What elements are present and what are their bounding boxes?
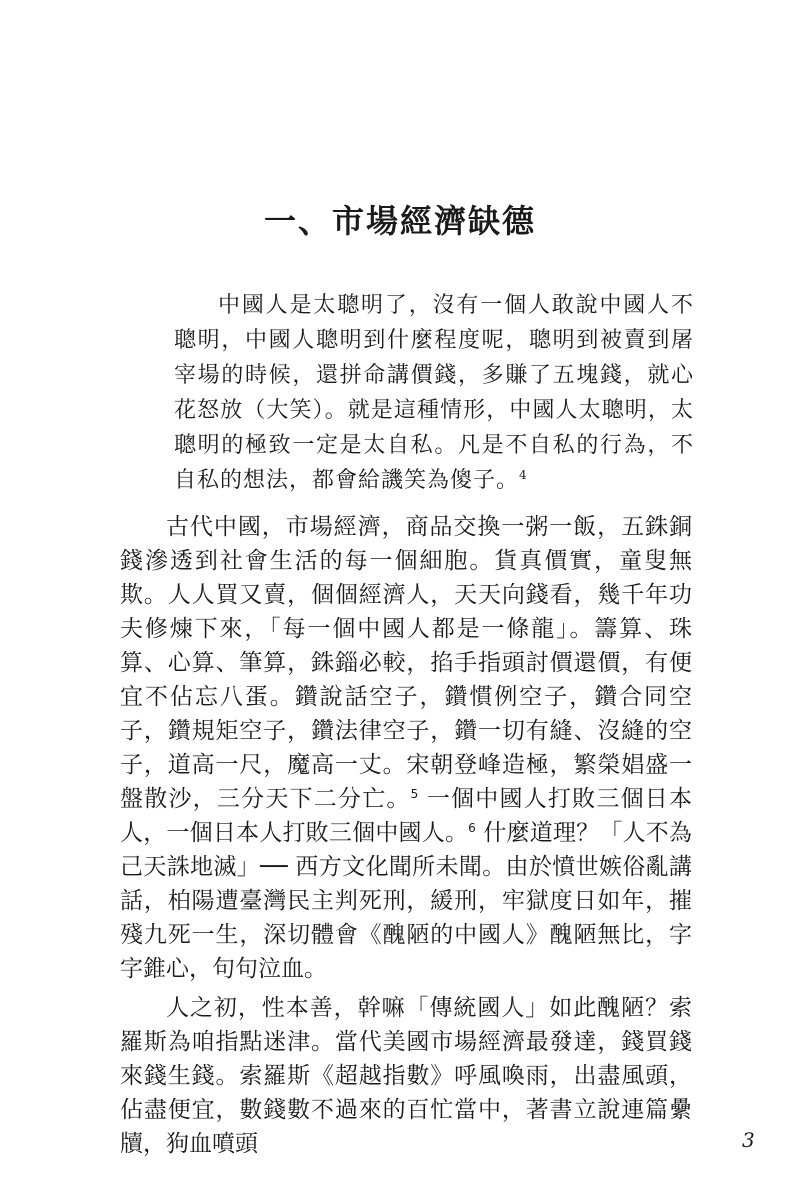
paragraph-1-part-a: 古代中國，市場經濟，商品交換一粥一飯，五銖銅錢滲透到社會生活的每一個細胞。貨真價實，童叟無欺。人人買又賣，個個經濟人，天天向錢看，幾千年功夫修煉下來，「每一個中國人都是一條龍」。籌算、珠算、心算、筆算，銖錙必較，掐手指頭討價還價，有便宜不佔忘八蛋。鑽說話空子，鑽慣例空子，鑽合同空子，鑽規矩空子，鑽法律空子，鑽一切有縫、沒縫的空子，道高一尺，魔高一丈。宋朝登峰造極，繁榮娼盛一盤散沙，三分天下二分亡。 bbox=[120, 514, 692, 812]
footnote-ref-6: 6 bbox=[468, 821, 476, 835]
paragraph-1 bbox=[120, 510, 692, 986]
paragraph-1-part-c: 什麼道理？「人不為己天誅地滅」── 西方文化聞所未聞。由於憤世嫉俗亂講話，柏陽遭臺灣民主判死刑，緩刑，牢獄度日如年，摧殘九死一生，深切體會《醜陋的中國人》醜陋無比，字字錐心，句句泣血。 bbox=[120, 820, 693, 982]
footnote-ref-4: 4 bbox=[519, 468, 528, 482]
block-quote bbox=[174, 288, 694, 498]
body-text bbox=[120, 510, 692, 1166]
footnote-ref-5: 5 bbox=[410, 787, 419, 801]
paragraph-1-part-b: 一個中國人打敗三個日本人，一個日本人打敗三個中國人。 bbox=[120, 786, 693, 846]
quote-text: 中國人是太聰明了，沒有一個人敢說中國人不聰明，中國人聰明到什麼程度呢，聰明到被賣到屠宰場的時候，還拼命講價錢，多賺了五塊錢，就心花怒放（大笑）。就是這種情形，中國人太聰明，太聰明的極致一定是太自私。凡是不自私的行為，不自私的想法，都會給譏笑為傻子。 bbox=[174, 293, 694, 493]
page-number: 3 bbox=[742, 1128, 755, 1152]
paragraph-2: 人之初，性本善，幹嘛「傳統國人」如此醜陋？索羅斯為咱指點迷津。當代美國市場經濟最發達，錢買錢來錢生錢。索羅斯《超越指數》呼風喚雨，出盡風頭，佔盡便宜，數錢數不過來的百忙當中，著書立說連篇纍牘，狗血噴頭 bbox=[120, 995, 692, 1157]
chapter-title: 一、市場經濟缺德 bbox=[263, 202, 536, 240]
